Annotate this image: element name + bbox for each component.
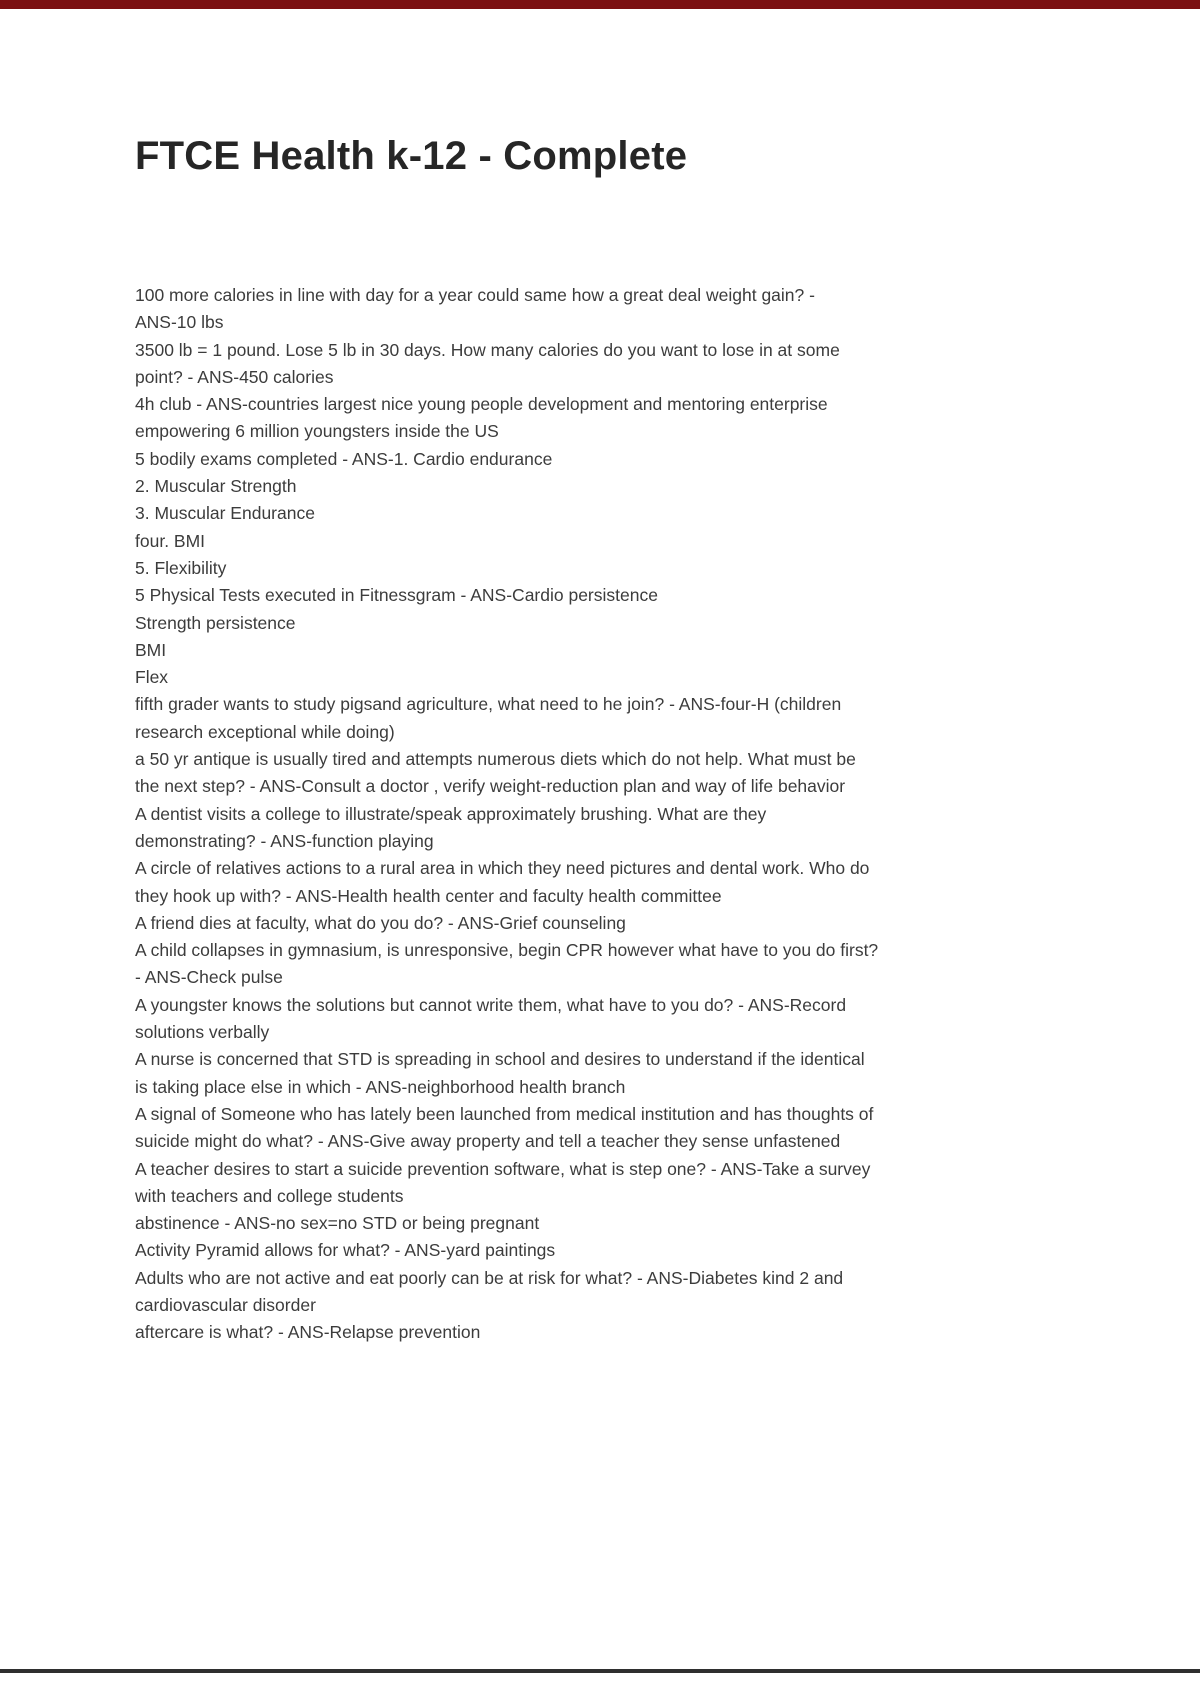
text-line: 3500 lb = 1 pound. Lose 5 lb in 30 days. How many calories do you want to lose in at some [135,339,840,360]
text-line: aftercare is what? - ANS-Relapse prevention [135,1322,481,1343]
text-line: A nurse is concerned that STD is spreading in school and desires to understand if the identical [135,1049,865,1070]
text-line: they hook up with? - ANS-Health health center and faculty health committee [135,885,722,906]
text-line: is taking place else in which - ANS-neighborhood health branch [135,1076,626,1097]
page-title: FTCE Health k-12 - Complete [135,134,688,178]
text-line: demonstrating? - ANS-function playing [135,830,434,851]
text-line: 5. Flexibility [135,557,227,578]
bottom-rule [0,1669,1200,1673]
text-line: A signal of Someone who has lately been launched from medical institution and has thoughts of [135,1103,874,1124]
text-line: A dentist visits a college to illustrate/speak approximately brushing. What are they [135,803,767,824]
text-line: A circle of relatives actions to a rural area in which they need pictures and dental work. Who do [135,858,870,879]
text-line: 4h club - ANS-countries largest nice young people development and mentoring enterprise [135,394,828,415]
text-line: fifth grader wants to study pigsand agriculture, what need to he join? - ANS-four-H (children [135,694,842,715]
top-accent-bar [0,0,1200,9]
text-line: a 50 yr antique is usually tired and attempts numerous diets which do not help. What must be [135,749,856,770]
text-line: 2. Muscular Strength [135,476,297,497]
text-line: the next step? - ANS-Consult a doctor , verify weight-reduction plan and way of life behavior [135,776,846,797]
text-line: abstinence - ANS-no sex=no STD or being pregnant [135,1213,540,1234]
text-line: point? - ANS-450 calories [135,366,334,387]
text-line: A friend dies at faculty, what do you do? - ANS-Grief counseling [135,912,626,933]
text-line: 3. Muscular Endurance [135,503,315,524]
text-line: 100 more calories in line with day for a year could same how a great deal weight gain? - [135,285,815,305]
document-body [135,282,1035,1347]
text-line: suicide might do what? - ANS-Give away property and tell a teacher they sense unfastened [135,1131,841,1152]
text-line: research exceptional while doing) [135,721,395,742]
text-line: - ANS-Check pulse [135,967,283,988]
text-line: Strength persistence [135,612,296,633]
text-line: four. BMI [135,530,206,551]
text-line: solutions verbally [135,1022,270,1043]
text-line: with teachers and college students [135,1185,404,1206]
text-line: Adults who are not active and eat poorly can be at risk for what? - ANS-Diabetes kind 2 and [135,1267,844,1288]
text-line: A teacher desires to start a suicide prevention software, what is step one? - ANS-Take a survey [135,1158,871,1179]
text-line: cardiovascular disorder [135,1294,316,1315]
text-line: 5 bodily exams completed - ANS-1. Cardio endurance [135,448,553,469]
text-line: A child collapses in gymnasium, is unresponsive, begin CPR however what have to you do first? [135,940,879,961]
text-line: BMI [135,639,167,660]
text-line: ANS-10 lbs [135,312,224,333]
text-line: empowering 6 million youngsters inside the US [135,421,499,442]
text-line: 5 Physical Tests executed in Fitnessgram - ANS-Cardio persistence [135,585,658,606]
text-line: Flex [135,667,169,688]
text-line: Activity Pyramid allows for what? - ANS-yard paintings [135,1240,556,1261]
text-line: A youngster knows the solutions but cannot write them, what have to you do? - ANS-Record [135,994,847,1015]
